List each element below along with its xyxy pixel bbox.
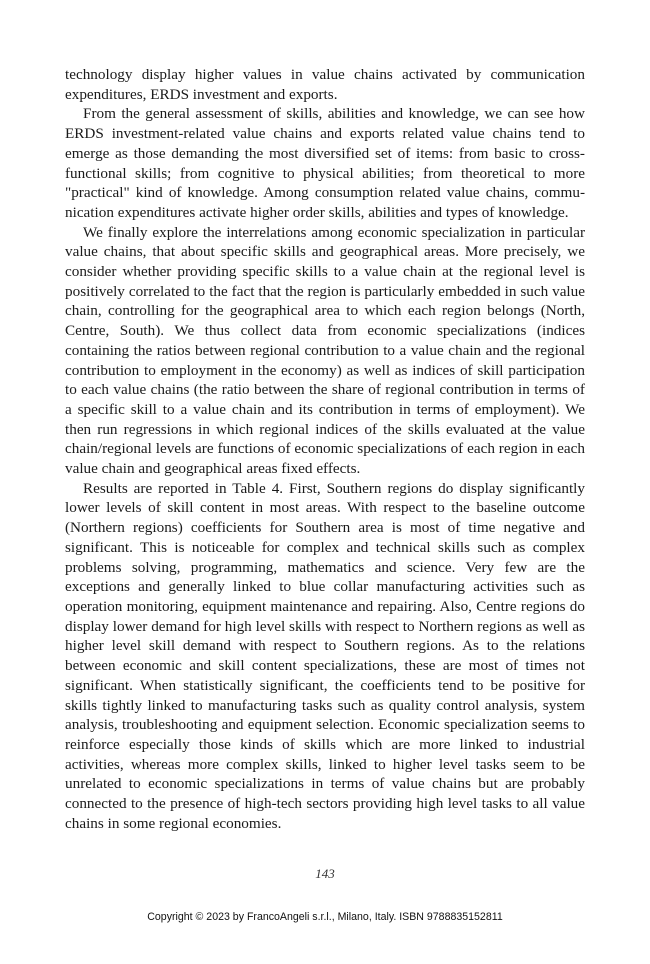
paragraph-continuation: technology display higher values in value chains activated by communication expenditures, ERDS investment and exports. bbox=[65, 66, 585, 103]
copyright-footer: Copyright © 2023 by FrancoAngeli s.r.l., Milano, Italy. ISBN 9788835152811 bbox=[147, 911, 503, 923]
body-text bbox=[65, 65, 585, 833]
paragraph-general-assessment: From the general assessment of skills, abilities and knowledge, we can see how ERDS investment-related value chains and exports related value chains tend to emerge as those demanding the most diversified set of items: from basic to cross-functional skills; from cognitive to physical abilities; from theoretical to more "practical" kind of knowledge. Among consumption related value chains, communication expenditures activate higher order skills, abilities and types of knowledge. bbox=[65, 105, 585, 221]
paragraph-interrelations: We finally explore the interrelations among economic specialization in particular value chains, that about specific skills and geographical areas. More precisely, we consider whether providing specific skills to a value chain at the regional level is positively correlated to the fact that the region is particularly embedded in such value chain, controlling for the geographical area to which each region belongs (North, Centre, South). We thus collect data from economic specializations (indices containing the ratios between regional contribution to a value chain and the regional contribution to employment in the economy) as well as indices of skill participation to each value chains (the ratio between the share of regional contribution in terms of a specific skill to a value chain and its contribution in terms of employment). We then run regressions in which regional indices of the skills evaluated at the value chain/regional levels are functions of economic specializations of each region in each value chain and geographical areas fixed effects. bbox=[65, 223, 585, 478]
paragraph-results: Results are reported in Table 4. First, Southern regions do display significantly lower levels of skill content in most areas. With respect to the baseline outcome (Northern regions) coefficients for Southern area is most of time negative and significant. This is noticeable for complex and technical skills such as complex problems solving, programming, mathematics and science. Very few are the exceptions and generally linked to blue collar manufacturing activities such as operation monitoring, equipment maintenance and repairing. Also, Centre regions do display lower demand for high level skills with respect to Northern regions as well as higher level skill demand with respect to Southern regions. As to the relations between economic and skill content specializations, these are most of times not significant. When statistically significant, the coefficients tend to be positive for skills tightly linked to manufacturing tasks such as quality control analysis, system analysis, troubleshooting and equipment selection. Economic specialization seems to reinforce especially those kinds of skills which are more linked to industrial activities, whereas more complex skills, linked to higher level tasks seem to be unrelated to economic specializations in terms of value chains but are probably connected to the presence of high-tech sectors providing high level tasks to all value chains in some regional economies. bbox=[65, 479, 585, 832]
page-number: 143 bbox=[315, 866, 335, 881]
